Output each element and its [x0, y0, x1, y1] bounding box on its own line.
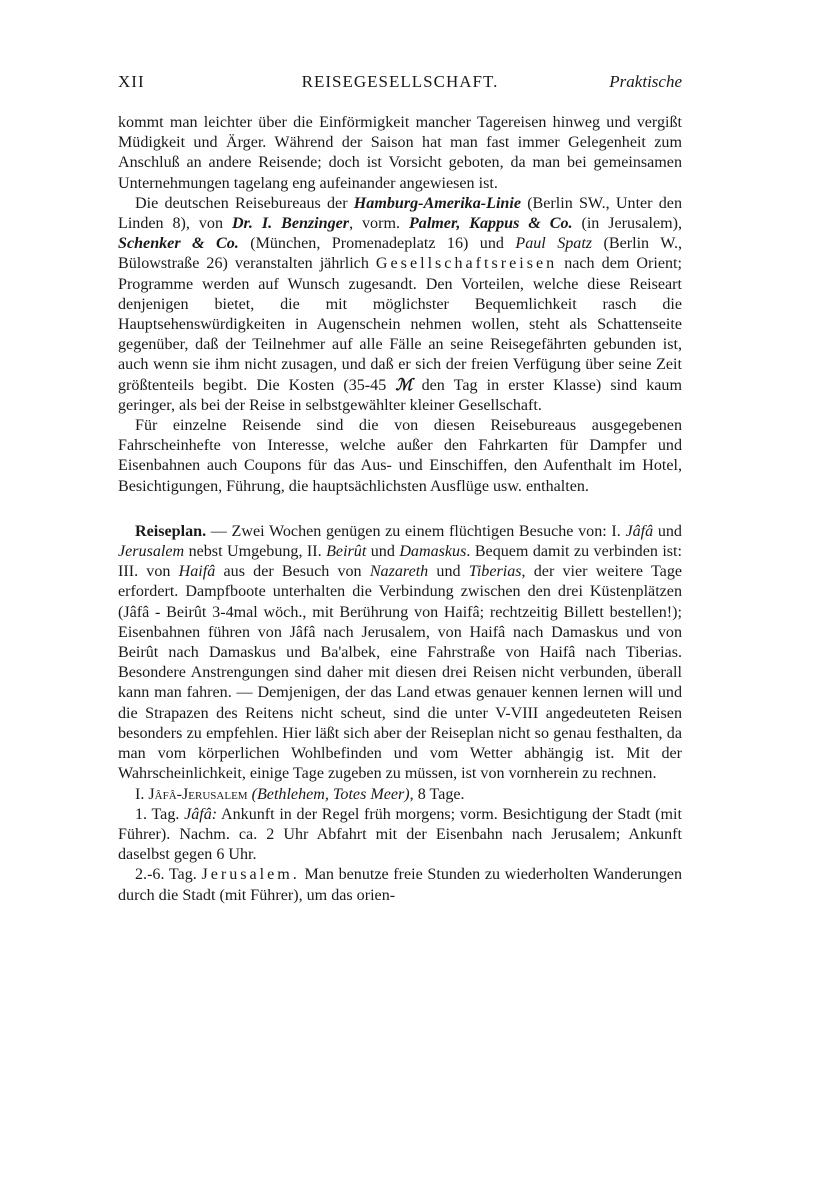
route-i-day-1: 1. Tag. Jâfâ: Ankunft in der Regel früh morgens; vorm. Besichtigung der Stadt (mit Führer). Nachm. ca. 2 Uhr Abfahrt mit der Eisenbahn nach Jerusalem; Ankunft daselbst gegen 6 Uhr.: [118, 805, 682, 864]
page-number: XII: [118, 72, 145, 91]
section-title: Praktische: [609, 72, 682, 91]
running-header: [118, 72, 682, 96]
term-gesellschaftsreisen: Gesellschaftsreisen: [375, 255, 558, 273]
company-palmer-kappus: Palmer, Kappus & Co.: [408, 215, 573, 233]
company-schenker: Schenker & Co.: [118, 235, 239, 253]
route-i-title: Jâfâ-Jerusalem: [148, 785, 248, 803]
company-hamburg-amerika: Hamburg-Amerika-Linie: [353, 194, 521, 212]
page-body: [118, 113, 682, 906]
paragraph-tickets: Für einzelne Reisende sind die von diesen Reisebureaus ausgegebenen Fahrscheinhefte von Interesse, welche außer den Fahrkarten für Dampfer und Eisenbahnen auch Coupons für das Aus- und Einschiffen, den Aufenthalt im Hotel, Besichtigungen, Führung, die hauptsächlichsten Ausflüge usw. enthalten.: [118, 417, 682, 495]
running-title: REISEGESELLSCHAFT.: [301, 72, 499, 91]
company-benzinger: Dr. I. Benzinger: [231, 215, 350, 233]
term-jerusalem: Jerusalem.: [201, 866, 300, 884]
company-paul-spatz: Paul Spatz: [515, 235, 593, 253]
route-i-days-2-6: 2.-6. Tag. Jerusalem. Man benutze freie Stunden zu wiederholten Wanderungen durch die Stadt (mit Führer), um das orien-: [118, 866, 682, 904]
paragraph-reiseplan: Reiseplan. — Zwei Wochen genügen zu einem flüchtigen Besuche von: I. Jâfâ und Jerusalem nebst Umgebung, II. Beirût und Damaskus. Bequem damit zu verbinden ist: III. von Haifâ aus der Besuch von Nazareth und Tiberias, der vier weitere Tage erfordert. Dampfboote unterhalten die Verbindung zwischen den drei Küstenplätzen (Jâfâ - Beirût 3-4mal wöch., mit Berührung von Haifâ; rechtzeitig Billett bestellen!); Eisenbahnen führen von Jâfâ nach Jerusalem, von Haifâ nach Damaskus und von Beirût nach Damaskus und Ba'albek, eine Fahrstraße von Haifâ nach Tiberias. Besondere Anstrengungen sind daher mit diesen drei Reisen nicht verbunden, überall kann man fahren. — Demjenigen, der das Land etwas genauer kennen lernen will und die Strapazen des Reitens nicht scheut, sind die unter V-VIII angedeuteten Reisen besonders zu empfehlen. Hier läßt sich aber der Reiseplan nicht so genau festhalten, da man vom körperlichen Wohlbefinden und vom Wetter abhängig ist. Mit der Wahrscheinlichkeit, einige Tage zugeben zu müssen, ist von vornherein zu rechnen.: [118, 522, 683, 783]
paragraph-travel-bureaus: Die deutschen Reisebureaus der Hamburg-Amerika-Linie (Berlin SW., Unter den Linden 8), von Dr. I. Benzinger, vorm. Palmer, Kappus & Co. (in Jerusalem), Schenker & Co. (München, Promenadeplatz 16) und Paul Spatz (Berlin W., Bülowstraße 26) veranstalten jährlich Gesellschaftsreisen nach dem Orient; Programme werden auf Wunsch zugesandt. Den Vorteilen, welche diese Reiseart denjenigen bietet, die mit möglichster Bequemlichkeit rasch die Hauptsehenswürdigkeiten in Augenschein nehmen wollen, steht als Schattenseite gegenüber, daß der Teilnehmer auf alle Fälle an seine Reisegefährten gebunden ist, auch wenn sie ihm nicht zusagen, und daß er sich der freien Verfügung über seine Zeit größtenteils begibt. Die Kosten (35-45 ℳ den Tag in erster Klasse) sind kaum geringer, als bei der Reise in selbstgewählter kleiner Gesellschaft.: [118, 194, 682, 414]
mark-currency-symbol: ℳ: [395, 376, 413, 394]
paragraph-travel-company: kommt man leichter über die Einförmigkeit mancher Tagereisen hinweg und vergißt Müdigkeit und Ärger. Während der Saison hat man fast immer Gelegenheit zum Anschluß an andere Reisende; doch ist Vorsicht geboten, da man bei gemeinsamen Unternehmungen tagelang eng aufeinander angewiesen ist.: [118, 114, 682, 192]
route-i-heading: I. Jâfâ-Jerusalem (Bethlehem, Totes Meer), 8 Tage.: [135, 785, 465, 803]
heading-reiseplan: Reiseplan.: [135, 522, 207, 540]
section-spacer: [118, 497, 682, 522]
